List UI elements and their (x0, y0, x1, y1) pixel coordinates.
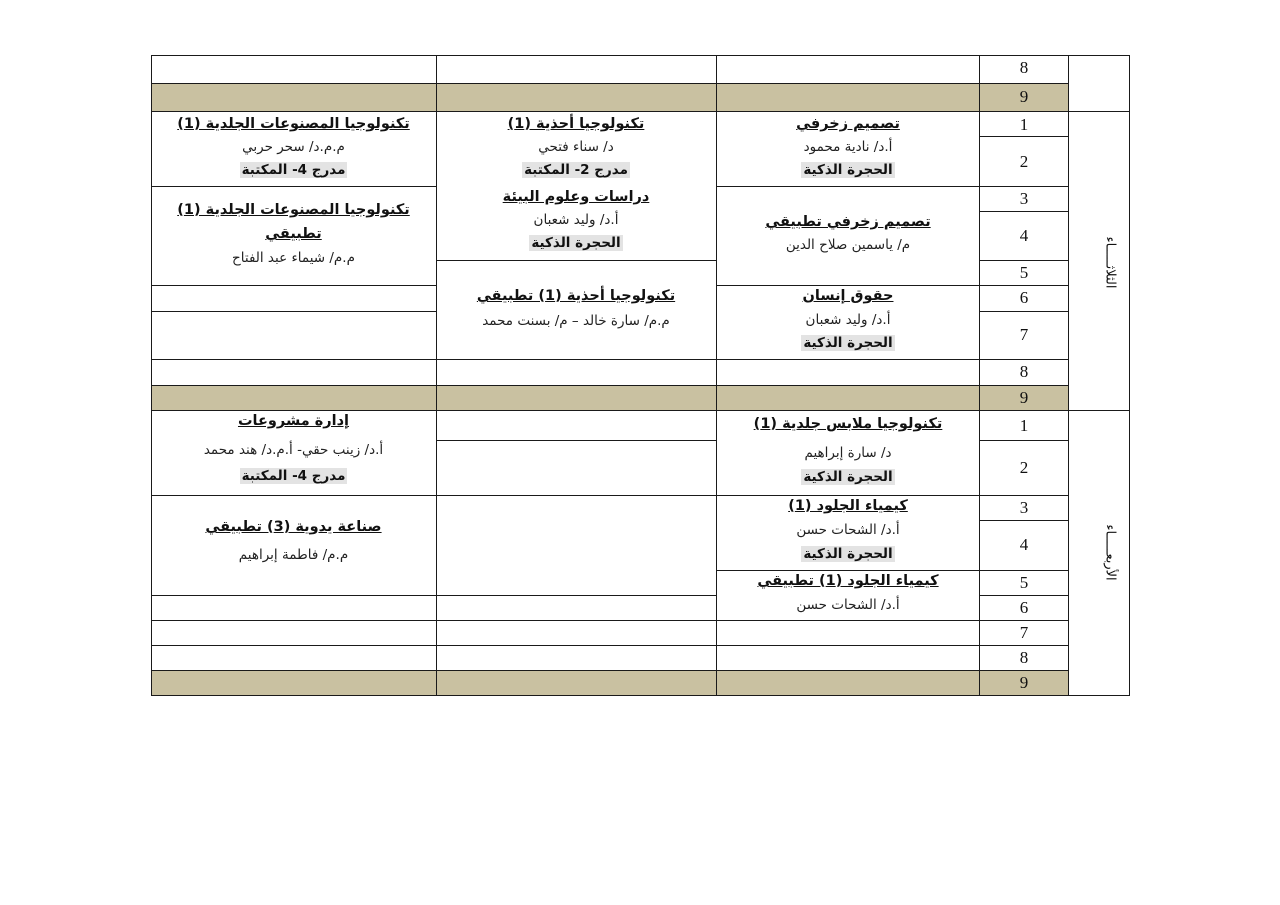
course-title: صناعة يدوية (3) تطبيقي (205, 519, 382, 535)
schedule-table (151, 55, 1130, 696)
course-instructor: أ.د/ وليد شعبان (533, 212, 619, 228)
course-title: كيمياء الجلود (1) (788, 498, 908, 514)
period-number: 5 (1019, 573, 1029, 592)
room-label: مدرج 4- المكتبة (241, 162, 346, 178)
course-instructor: أ.د/ الشحات حسن (796, 522, 900, 538)
period-number: 6 (1019, 288, 1029, 307)
period-number: 1 (1019, 115, 1029, 134)
course-instructor: د/ سارة إبراهيم (804, 445, 892, 461)
room-label: الحجرة الذكية (803, 162, 893, 178)
course-instructor: م.م/ شيماء عبد الفتاح (232, 250, 355, 266)
course-room (151, 162, 436, 178)
period-number: 9 (1019, 87, 1029, 106)
course-title: كيمياء الجلود (1) تطبيقي (757, 573, 939, 589)
course-title: حقوق إنسان (802, 288, 894, 304)
course-instructor: أ.د/ الشحات حسن (796, 597, 900, 613)
course-instructor: م.م/ سارة خالد – م/ بسنت محمد (482, 313, 670, 329)
room-label: الحجرة الذكية (803, 546, 893, 562)
period-number: 6 (1019, 598, 1029, 617)
course-room (716, 162, 980, 178)
course-instructor: أ.د/ نادية محمود (803, 139, 893, 155)
period-number: 2 (1019, 458, 1029, 477)
course-title: تكنولوجيا المصنوعات الجلدية (1) (177, 202, 410, 218)
period-number: 8 (1019, 58, 1029, 77)
shaded-row (151, 670, 1069, 695)
course-title: تكنولوجيا أحذية (1) (507, 116, 645, 132)
course-title: تصميم زخرفي تطبيقي (765, 214, 931, 230)
period-number: 1 (1019, 416, 1029, 435)
room-label: مدرج 2- المكتبة (524, 162, 628, 178)
course-title: تكنولوجيا ملابس جلدية (1) (753, 416, 943, 432)
course-title: تصميم زخرفي (796, 116, 900, 132)
room-label: الحجرة الذكية (531, 235, 621, 251)
day-label-tuesday: الثلاثـــــاء (1102, 236, 1118, 289)
course-room (151, 468, 436, 484)
course-instructor: م/ ياسمين صلاح الدين (785, 237, 911, 253)
shaded-row (151, 385, 1069, 410)
course-instructor: أ.د/ زينب حقي- أ.م.د/ هند محمد (203, 442, 384, 458)
room-label: الحجرة الذكية (803, 469, 893, 485)
course-instructor: د/ سناء فتحي (538, 139, 614, 155)
period-number: 7 (1019, 325, 1029, 344)
shaded-row (151, 83, 1069, 111)
period-number: 3 (1019, 498, 1029, 517)
period-number: 9 (1019, 388, 1029, 407)
period-number: 7 (1019, 623, 1029, 642)
course-title-line2: تطبيقي (265, 226, 322, 242)
course-instructor: م.م.د/ سحر حربي (242, 139, 345, 155)
course-room (436, 162, 716, 178)
period-number: 8 (1019, 362, 1029, 381)
course-room (716, 546, 980, 562)
course-title: تكنولوجيا المصنوعات الجلدية (1) (177, 116, 410, 132)
period-number: 2 (1019, 152, 1029, 171)
period-number: 4 (1019, 226, 1029, 245)
course-instructor: أ.د/ وليد شعبان (805, 312, 891, 328)
course-title: دراسات وعلوم البيئة (502, 189, 650, 205)
course-room (716, 469, 980, 485)
course-title: تكنولوجيا أحذية (1) تطبيقي (476, 288, 676, 304)
course-title: إدارة مشروعات (237, 413, 350, 429)
period-number: 5 (1019, 263, 1029, 282)
period-number: 8 (1019, 648, 1029, 667)
room-label: مدرج 4- المكتبة (241, 468, 346, 484)
course-instructor: م.م/ فاطمة إبراهيم (238, 547, 349, 563)
period-number: 4 (1019, 535, 1029, 554)
period-number: 9 (1019, 673, 1029, 692)
course-room (436, 235, 716, 251)
room-label: الحجرة الذكية (803, 335, 893, 351)
period-number: 3 (1019, 189, 1029, 208)
day-label-wednesday: الأربعـــــاء (1102, 524, 1118, 581)
course-room (716, 335, 980, 351)
